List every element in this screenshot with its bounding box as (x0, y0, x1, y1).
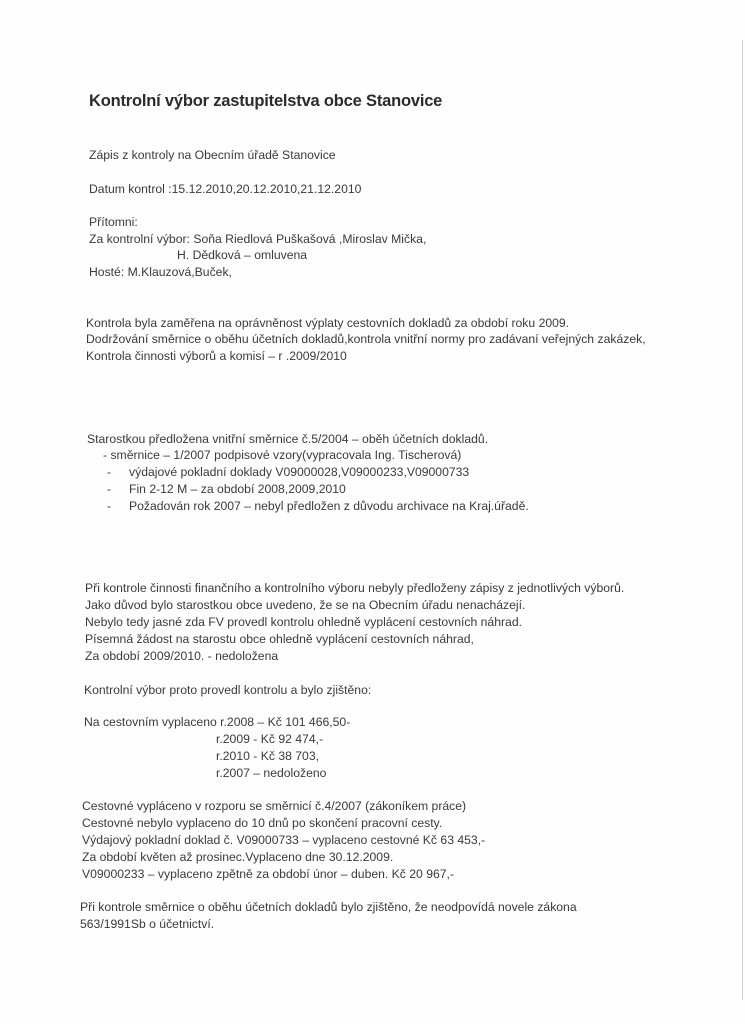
conclusion-line: V09000233 – vyplaceno zpětně za období únor – duben. Kč 20 967,- (82, 867, 455, 881)
attendance-committee: Za kontrolní výbor: Soňa Riedlová Puškašová ,Miroslav Mička, (89, 232, 427, 246)
directive-sub: - směrnice – 1/2007 podpisové vzory(vypracovala Ing. Tischerová) (103, 448, 462, 462)
finding-line: Nebylo tedy jasné zda FV provedl kontrolu ohledně vyplácení cestovních náhrad. (85, 615, 522, 629)
attendance-excused: H. Dědková – omluvena (177, 248, 308, 262)
inspection-dates: Datum kontrol :15.12.2010,20.12.2010,21.12.2010 (89, 182, 362, 196)
directive-bullet: Požadován rok 2007 – nebyl předložen z důvodu archivace na Kraj.úřadě. (129, 499, 529, 513)
conclusion-line: Výdajový pokladní doklad č. V09000733 – vyplaceno cestovné Kč 63 453,- (82, 833, 486, 847)
check-intro: Kontrolní výbor proto provedl kontrolu a bylo zjištěno: (84, 683, 372, 697)
finding-line: Za období 2009/2010. - nedoložena (85, 649, 279, 663)
conclusion-line: Cestovné vypláceno v rozporu se směrnicí č.4/2007 (zákoníkem práce) (82, 799, 467, 813)
bullet-marker: - (107, 499, 112, 513)
conclusion-line: Za období květen až prosinec.Vyplaceno dne 30.12.2009. (82, 850, 394, 864)
scope-line: Dodržování směrnice o oběhu účetních dokladů,kontrola vnitřní normy pro zadávaní veřejných zakázek, (86, 332, 646, 346)
finding-line: Písemná žádost na starostu obce ohledně vyplácení cestovních náhrad, (85, 632, 474, 646)
document-subtitle: Zápis z kontroly na Obecním úřadě Stanovice (89, 148, 336, 162)
bullet-marker: - (107, 482, 112, 496)
final-line: Při kontrole směrnice o oběhu účetních dokladů bylo zjištěno, že neodpovídá novele zákona (80, 900, 577, 914)
scan-edge-shadow (742, 40, 743, 1000)
attendance-heading: Přítomni: (89, 215, 138, 229)
conclusion-line: Cestovné nebylo vyplaceno do 10 dnů po skončení pracovní cesty. (82, 816, 443, 830)
scope-line: Kontrola činnosti výborů a komisí – r .2009/2010 (86, 349, 347, 363)
finding-line: Jako důvod bylo starostkou obce uvedeno, že se na Obecním úřadu nenacházejí. (85, 598, 526, 612)
bullet-marker: - (107, 465, 112, 479)
payment-line: r.2009 - Kč 92 474,- (216, 732, 324, 746)
attendance-guests: Hosté: M.Klauzová,Buček, (89, 265, 232, 279)
directive-bullet: výdajové pokladní doklady V09000028,V09000233,V09000733 (129, 465, 470, 479)
payment-line: r.2010 - Kč 38 703, (216, 749, 319, 763)
payment-line: Na cestovním vyplaceno r.2008 – Kč 101 466,50- (84, 715, 351, 729)
directive-intro: Starostkou předložena vnitřní směrnice č.5/2004 – oběh účetních dokladů. (87, 432, 489, 446)
document-title: Kontrolní výbor zastupitelstva obce Stanovice (89, 92, 443, 110)
directive-bullet: Fin 2-12 M – za období 2008,2009,2010 (129, 482, 346, 496)
scope-line: Kontrola byla zaměřena na oprávněnost výplaty cestovních dokladů za období roku 2009. (86, 316, 570, 330)
payment-line: r.2007 – nedoloženo (216, 766, 327, 780)
finding-line: Při kontrole činnosti finančního a kontrolního výboru nebyly předloženy zápisy z jednotlivých výborů. (85, 581, 625, 595)
final-line: 563/1991Sb o účetnictví. (80, 917, 215, 931)
